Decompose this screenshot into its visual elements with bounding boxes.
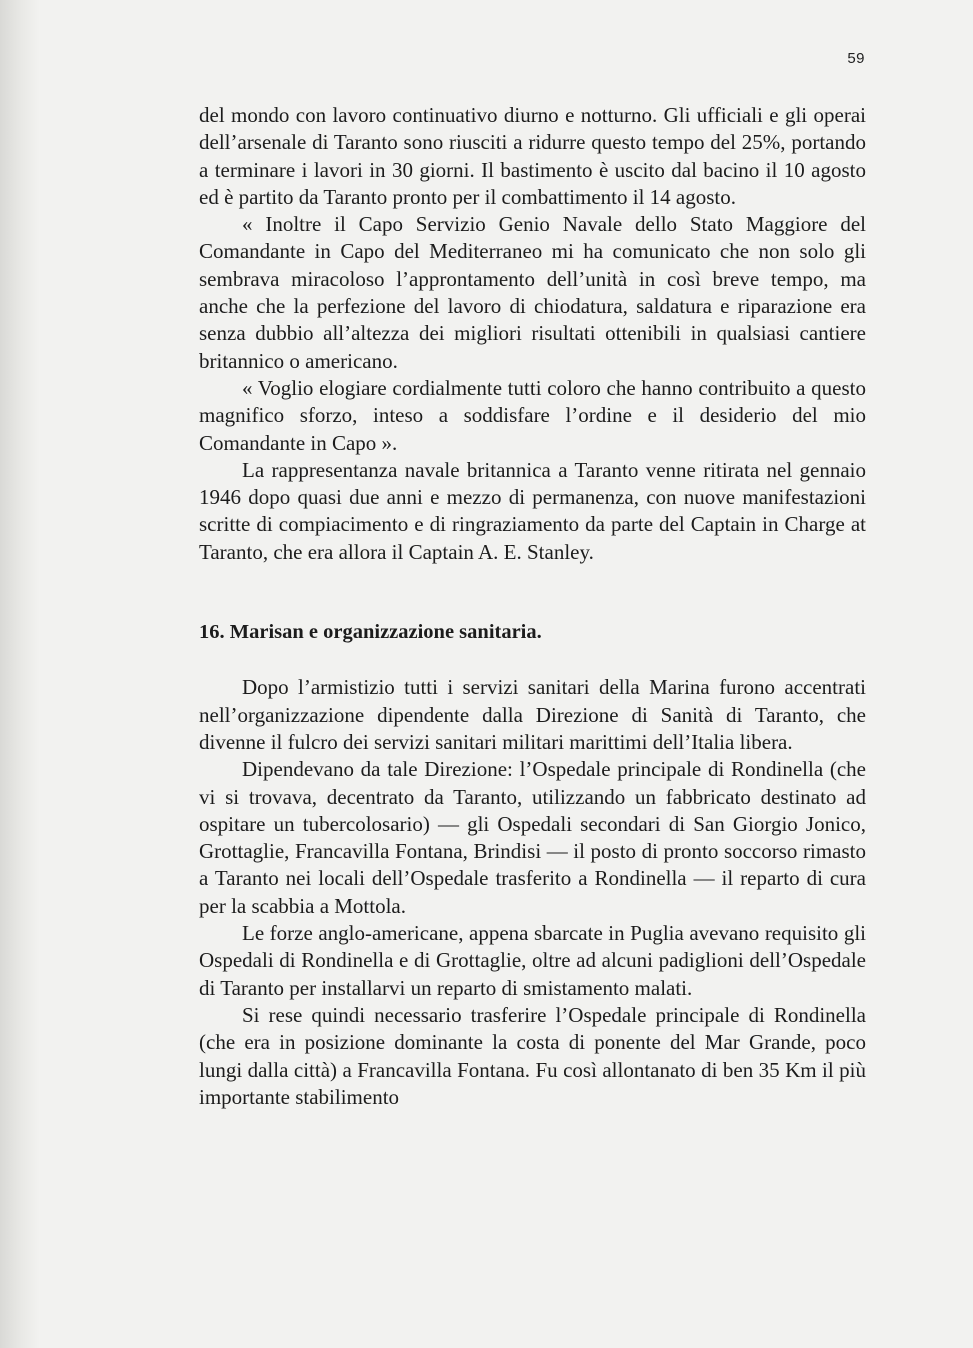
paragraph: del mondo con lavoro continuativo diurno e notturno. Gli ufficiali e gli operai dell’arsenale di Taranto sono riusciti a ridurre questo tempo del 25%, portando a terminare i lavori in 30 giorni. Il bastimento è uscito dal bacino il 10 agosto ed è partito da Taranto pronto per il combattimento il 14 agosto. [199,103,866,209]
section-heading: 16. Marisan e organizzazione sanitaria. [199,621,542,644]
paragraph: Si rese quindi necessario trasferire l’Ospedale principale di Rondinella (che era in posizione dominante la costa di ponente del Mar Grande, poco lungi dalla città) a Francavilla Fontana. Fu così allontanato di ben 35 Km il più importante stabilimento [199,1002,866,1109]
paragraph: Dipendevano da tale Direzione: l’Ospedale principale di Rondinella (che vi si trovava, decentrato da Taranto, utilizzando un fabbricato destinato ad ospitare un tubercolosario) — gli Ospedali secondari di San Giorgio Jonico, Grottaglie, Francavilla Fontana, Brindisi — il posto di pronto soccorso rimasto a Taranto nei locali dell’Ospedale trasferito a Rondinella — il reparto di cura per la scabbia a Mottola. [199,757,866,918]
paragraph: Dopo l’armistizio tutti i servizi sanitari della Marina furono accentrati nell’organizzazione dipendente dalla Direzione di Sanità di Taranto, che divenne il fulcro dei servizi sanitari militari marittimi dell’Italia libera. [199,675,866,754]
paragraph: La rappresentanza navale britannica a Taranto venne ritirata nel gennaio 1946 dopo quasi due anni e mezzo di permanenza, con nuove manifestazioni scritte di compiacimento e di ringraziamento da parte del Captain in Charge at Taranto, che era allora il Captain A. E. Stanley. [199,457,866,564]
page-number: 59 [847,50,865,67]
page-body [199,102,866,1111]
page-edge-shadow [0,0,40,1348]
paragraph: « Inoltre il Capo Servizio Genio Navale dello Stato Maggiore del Comandante in Capo del Mediterraneo mi ha comunicato che non solo gli sembrava miracoloso l’approntamento dell’unità in così breve tempo, ma anche che la perfezione del lavoro di chiodatura, saldatura e riparazione era senza dubbio all’altezza dei migliori risultati ottenibili in qualsiasi cantiere britannico o americano. [199,212,866,373]
paragraph: « Voglio elogiare cordialmente tutti coloro che hanno contribuito a questo magnifico sforzo, inteso a soddisfare l’ordine e il desiderio del mio Comandante in Capo ». [199,375,866,455]
paragraph: Le forze anglo-americane, appena sbarcate in Puglia avevano requisito gli Ospedali di Rondinella e di Grottaglie, oltre ad alcuni padiglioni dell’Ospedale di Taranto per installarvi un reparto di smistamento malati. [199,921,866,1000]
